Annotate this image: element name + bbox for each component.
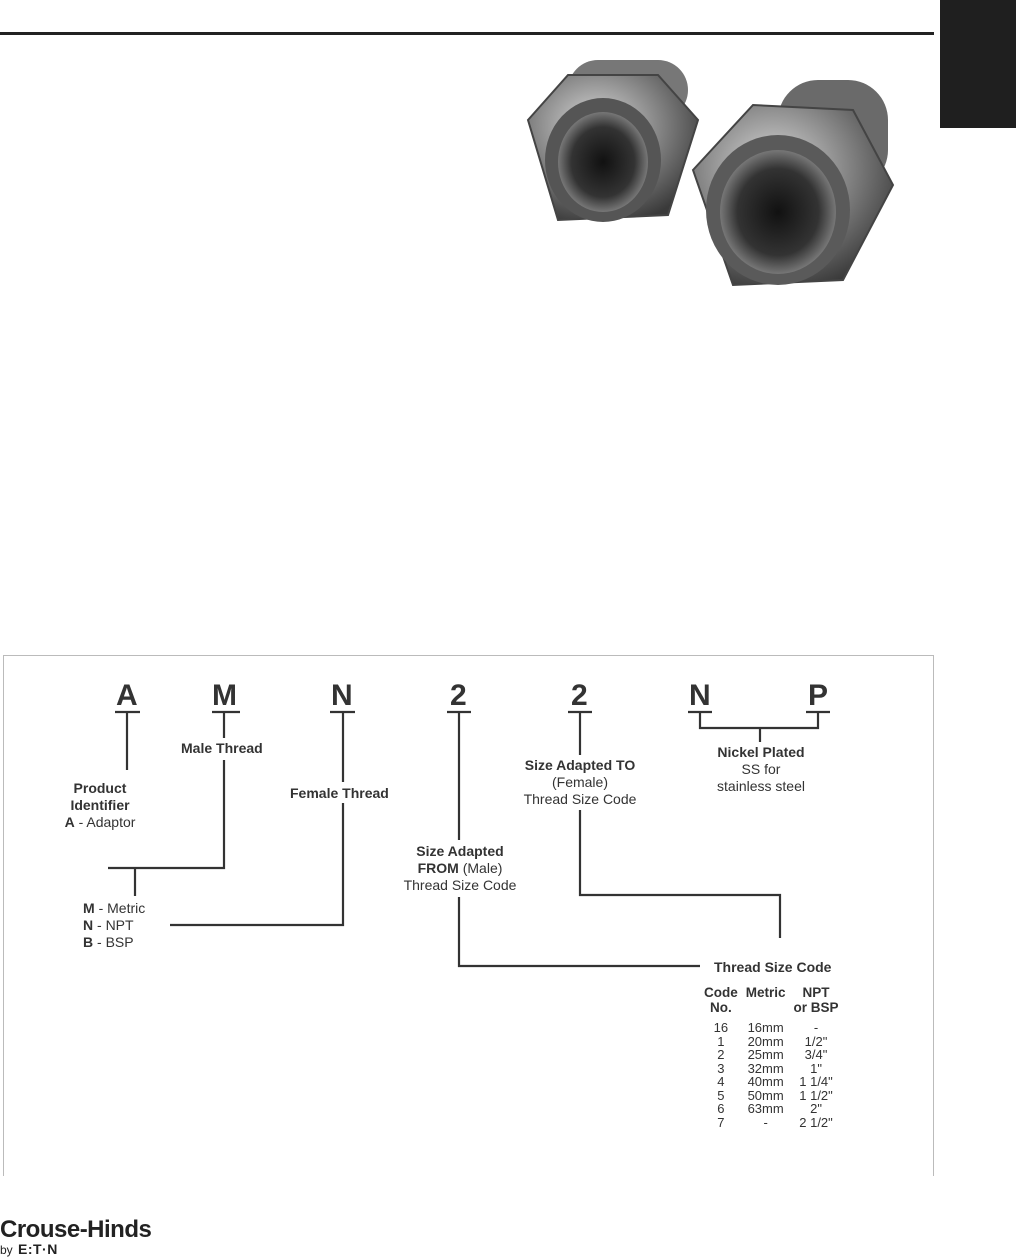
table-row [700,1116,843,1130]
size-to-sub: Thread Size Code [523,791,637,807]
col-metric-line1: Metric [745,985,786,1000]
thread-type-npt [83,917,145,934]
table-row [700,1102,843,1116]
nickel-plated-line1: Nickel Plated [717,744,805,760]
code-letter-finish-2: P [808,679,829,712]
thread-type-code: N [83,917,94,933]
male-thread-label: Male Thread [181,740,263,756]
cell-npt: 1/2" [804,1033,828,1049]
size-from-line2 [395,860,525,877]
cell-npt: 2 1/2" [799,1114,833,1130]
thread-type-bsp [83,934,145,951]
code-letter-male: M [212,679,237,712]
table-row [700,1062,843,1076]
size-from-bold: FROM [417,860,459,876]
thread-type-code: B [83,934,94,950]
cell-metric: 63mm [747,1101,784,1116]
size-to-line1: Size Adapted TO [524,757,636,773]
code-letter-product: A [116,679,138,712]
cell-metric: 16mm [747,1020,784,1035]
code-letter-finish-1: N [689,679,711,712]
size-from-paren: (Male) [462,860,503,876]
cell-code: 7 [717,1114,725,1130]
cell-metric: 32mm [747,1060,784,1076]
cell-npt: 1 1/4" [799,1074,833,1089]
cell-code: 6 [717,1101,725,1116]
cell-metric: 40mm [747,1074,784,1089]
size-to-paren: (Female) [551,774,608,790]
table-row [700,1048,843,1062]
cell-npt: 2" [810,1101,822,1116]
size-to-label [515,757,645,808]
table-header-row [700,985,843,1021]
product-identifier-label [55,780,145,831]
cell-npt: 1 1/2" [799,1087,833,1103]
size-from-label [395,843,525,894]
thread-type-text: - BSP [97,934,134,950]
cell-code: 3 [717,1060,725,1076]
col-code-line1: Code [704,985,738,1000]
cell-metric: 50mm [747,1087,784,1103]
thread-type-list [83,900,145,951]
cell-npt: 3/4" [804,1047,828,1062]
col-code-header [700,985,742,1021]
thread-size-table [700,985,843,1129]
cell-code: 4 [717,1074,725,1089]
col-npt-line2: or BSP [793,1000,839,1015]
col-npt-header [790,985,843,1021]
code-letter-size-from: 2 [450,679,467,712]
cell-code: 2 [717,1047,725,1062]
thread-size-code-title: Thread Size Code [714,959,832,975]
cell-code: 5 [717,1087,725,1103]
col-metric-header [742,985,790,1021]
brand-logo: Crouse-Hinds [0,1216,152,1243]
col-code-line2: No. [710,1000,732,1015]
nickel-ss-line: SS for [741,761,781,777]
code-letter-size-to: 2 [571,679,588,712]
cell-metric: 20mm [747,1033,784,1049]
size-from-sub: Thread Size Code [403,877,517,893]
female-thread-label: Female Thread [290,785,389,801]
nickel-stainless-line: stainless steel [717,778,805,794]
thread-type-text: - Metric [98,900,146,916]
product-identifier-line1: Product [73,780,127,796]
table-row [700,1089,843,1103]
cell-code: 16 [713,1020,729,1035]
brand-by: by [0,1243,13,1257]
code-letter-female: N [331,679,353,712]
product-identifier-line2: Identifier [70,797,130,813]
col-npt-line1: NPT [802,985,830,1000]
cell-metric: 25mm [747,1047,784,1062]
nickel-plated-label [705,744,817,795]
thread-type-code: M [83,900,95,916]
cell-code: 1 [717,1033,725,1049]
table-row [700,1035,843,1049]
table-row [700,1021,843,1035]
adaptor-code: A [64,814,75,830]
eaton-logo: E:T·N [18,1241,58,1257]
cell-npt: - [813,1020,819,1035]
adaptor-line [55,814,145,831]
table-row [700,1075,843,1089]
thread-type-metric [83,900,145,917]
cell-metric: - [763,1114,768,1130]
cell-npt: 1" [810,1060,822,1076]
size-from-line1: Size Adapted [416,843,504,859]
thread-type-text: - NPT [97,917,134,933]
adaptor-text: - Adaptor [78,814,136,830]
